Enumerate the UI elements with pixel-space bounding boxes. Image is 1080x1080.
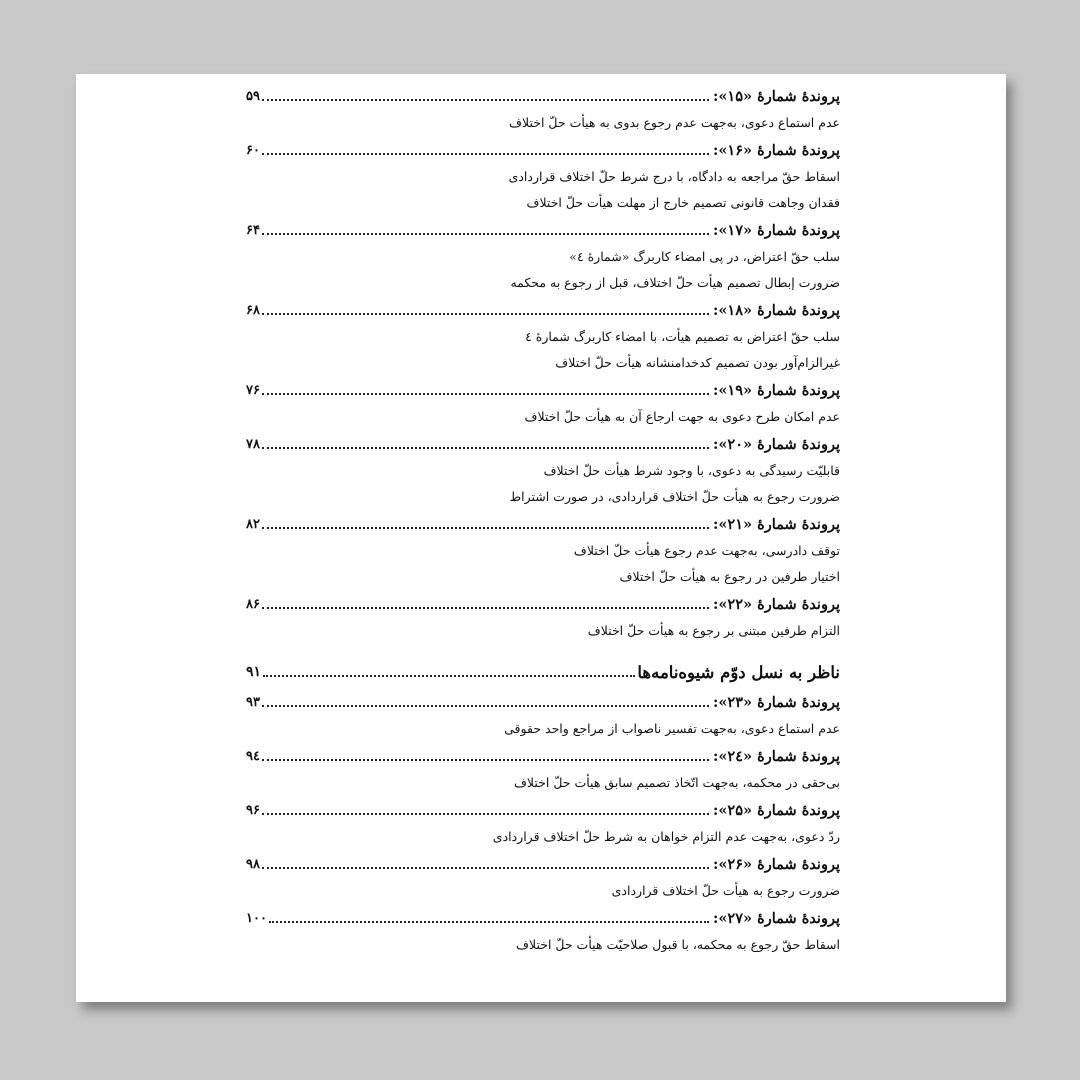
toc-subtitle: اختیار طرفین در رجوع به هیأت حلّ اختلاف xyxy=(619,569,840,584)
toc-subtitle: سلب حقّ اعتراض، در پی امضاء کاربرگ «شمارۀ ٤» xyxy=(569,249,840,264)
toc-entry xyxy=(246,510,840,538)
toc-section-heading xyxy=(246,656,840,688)
toc-entry xyxy=(246,216,840,244)
toc-entry-title: ناظر به نسل دوّم شیوه‌نامه‌ها xyxy=(637,662,840,682)
toc-subtitle: قابلیّت رسیدگی به دعوی، با وجود شرط هیأت حلّ اختلاف xyxy=(543,463,840,478)
dot-leader xyxy=(262,759,709,761)
toc-page-number: ۱۰۰ xyxy=(246,910,267,926)
toc-entry xyxy=(246,904,840,932)
toc-subtitle: فقدان وجاهت قانونی تصمیم خارج از مهلت هیأت حلّ اختلاف xyxy=(526,195,840,210)
toc-subtitle: عدم امکان طرح دعوی به جهت ارجاع آن به هیأت حلّ اختلاف xyxy=(524,409,840,424)
toc-subtitle: ضرورت رجوع به هیأت حلّ اختلاف قراردادی xyxy=(611,883,840,898)
toc-entry xyxy=(246,796,840,824)
toc-subtitle: عدم استماع دعوی، به‌جهت عدم رجوع بدوی به هیأت حلّ اختلاف xyxy=(509,115,840,130)
toc-entry xyxy=(246,850,840,878)
document-page xyxy=(76,74,1006,1002)
toc-page-number: ۸۲ xyxy=(246,516,260,532)
toc-page-number: ۹۶ xyxy=(246,802,260,818)
toc-page-number: ۵۹ xyxy=(246,88,260,104)
toc-entry-title: پروندۀ شمارۀ «۲۲»: xyxy=(713,595,840,613)
toc-page-number: ۷۸ xyxy=(246,436,260,452)
dot-leader xyxy=(262,813,709,815)
dot-leader xyxy=(269,921,709,923)
toc-entry xyxy=(246,590,840,618)
toc-subtitle: توقف دادرسی، به‌جهت عدم رجوع هیأت حلّ اختلاف xyxy=(573,543,840,558)
toc-entry-title: پروندۀ شمارۀ «۱۹»: xyxy=(713,381,840,399)
toc-entry-title: پروندۀ شمارۀ «۲۳»: xyxy=(713,693,840,711)
toc-entry-title: پروندۀ شمارۀ «۲۰»: xyxy=(713,435,840,453)
toc-subtitle: عدم استماع دعوی، به‌جهت تفسیر ناصواب از مراجع واحد حقوقی xyxy=(504,721,840,736)
toc-subtitle: بی‌حقی در محکمه، به‌جهت اتّخاذ تصمیم سابق هیأت حلّ اختلاف xyxy=(513,775,840,790)
dot-leader xyxy=(262,313,709,315)
toc-entry-title: پروندۀ شمارۀ «۱۷»: xyxy=(713,221,840,239)
toc-subtitle: ردّ دعوی، به‌جهت عدم التزام خواهان به شرط حلّ اختلاف قراردادی xyxy=(492,829,840,844)
toc-entry xyxy=(246,430,840,458)
toc-entry xyxy=(246,136,840,164)
toc-page-number: ۹٤ xyxy=(246,748,260,764)
toc-subtitle: سلب حقّ اعتراض به تصمیم هیأت، با امضاء کاربرگ شمارۀ ٤ xyxy=(525,329,840,344)
toc-page-number: ۹۱ xyxy=(246,664,262,680)
toc-entry xyxy=(246,296,840,324)
toc-entry-title: پروندۀ شمارۀ «۱۵»: xyxy=(713,87,840,105)
dot-leader xyxy=(263,675,635,677)
toc-entry-title: پروندۀ شمارۀ «۲۵»: xyxy=(713,801,840,819)
toc-page-number: ۹۳ xyxy=(246,694,260,710)
toc-entry xyxy=(246,82,840,110)
toc-subtitle: التزام طرفین مبتنی بر رجوع به هیأت حلّ اختلاف xyxy=(587,623,840,638)
table-of-contents xyxy=(246,82,840,958)
toc-entry-title: پروندۀ شمارۀ «۲۶»: xyxy=(713,855,840,873)
toc-entry-title: پروندۀ شمارۀ «۲٤»: xyxy=(713,747,840,765)
toc-entry-title: پروندۀ شمارۀ «۲۱»: xyxy=(713,515,840,533)
dot-leader xyxy=(262,705,709,707)
toc-page-number: ۷۶ xyxy=(246,382,260,398)
toc-page-number: ۹۸ xyxy=(246,856,260,872)
toc-entry-title: پروندۀ شمارۀ «۱۶»: xyxy=(713,141,840,159)
toc-entry xyxy=(246,742,840,770)
toc-page-number: ۸۶ xyxy=(246,596,260,612)
toc-page-number: ۶۰ xyxy=(246,142,260,158)
dot-leader xyxy=(262,153,709,155)
dot-leader xyxy=(262,393,709,395)
toc-subtitle: اسقاط حقّ مراجعه به دادگاه، با درج شرط حلّ اختلاف قراردادی xyxy=(508,169,840,184)
toc-entry xyxy=(246,376,840,404)
dot-leader xyxy=(262,99,709,101)
dot-leader xyxy=(262,867,709,869)
toc-page-number: ۶۴ xyxy=(246,222,260,238)
dot-leader xyxy=(262,527,709,529)
toc-entry-title: پروندۀ شمارۀ «۲۷»: xyxy=(713,909,840,927)
toc-page-number: ۶۸ xyxy=(246,302,260,318)
dot-leader xyxy=(262,607,709,609)
toc-subtitle: ضرورت إبطال تصمیم هیأت حلّ اختلاف، قبل از رجوع به محکمه xyxy=(510,275,840,290)
toc-subtitle: اسقاط حقّ رجوع به محکمه، با قبول صلاحیّت هیأت حلّ اختلاف xyxy=(516,937,840,952)
dot-leader xyxy=(262,233,709,235)
dot-leader xyxy=(262,447,709,449)
toc-subtitle: غیرالزام‌آور بودن تصمیم کدخدامنشانه هیأت حلّ اختلاف xyxy=(555,355,840,370)
toc-entry-title: پروندۀ شمارۀ «۱۸»: xyxy=(713,301,840,319)
toc-entry xyxy=(246,688,840,716)
toc-subtitle: ضرورت رجوع به هیأت حلّ اختلاف قراردادی، در صورت اشتراط xyxy=(509,489,840,504)
